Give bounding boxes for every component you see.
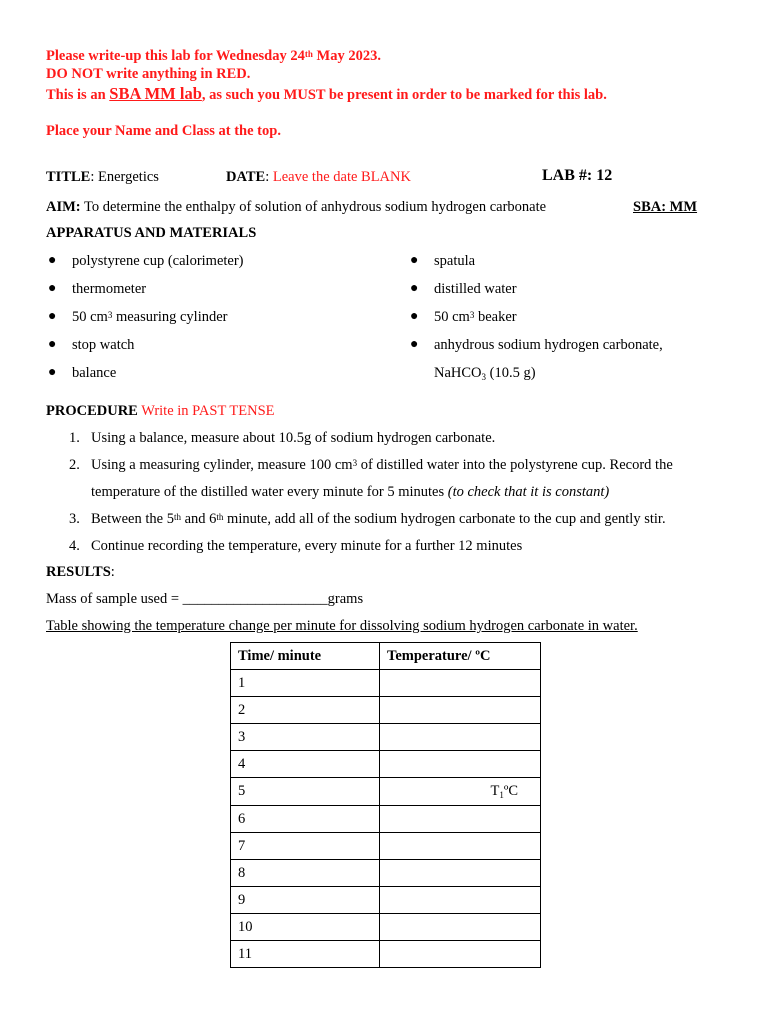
time-cell: 7 bbox=[231, 833, 380, 860]
temperature-cell bbox=[380, 887, 541, 914]
table-row bbox=[231, 778, 541, 806]
mass-blank: ____________________ bbox=[182, 591, 328, 607]
bullet-icon: ● bbox=[48, 337, 57, 352]
time-cell: 6 bbox=[231, 806, 380, 833]
aim-text: To determine the enthalpy of solution of anhydrous sodium hydrogen carbonate bbox=[80, 199, 547, 215]
notice-sba-label: SBA MM lab bbox=[109, 84, 202, 103]
apparatus-item bbox=[48, 308, 228, 326]
formula-mass: (10.5 g) bbox=[486, 365, 536, 381]
step-text-end: of distilled water into the polystyrene cup. Record the bbox=[357, 457, 673, 473]
step-text: temperature of the distilled water every minute for 5 minutes bbox=[91, 484, 448, 500]
apparatus-item-label: distilled water bbox=[434, 281, 517, 297]
table-row bbox=[231, 914, 541, 941]
apparatus-item bbox=[48, 336, 135, 354]
apparatus-item-label: 50 cm bbox=[72, 309, 108, 325]
t1-symbol: T bbox=[490, 783, 500, 799]
date-colon: : bbox=[265, 169, 273, 185]
table-caption: Table showing the temperature change per minute for dissolving sodium hydrogen carbonate in water. bbox=[46, 618, 638, 634]
procedure-note: Write in PAST TENSE bbox=[141, 403, 275, 419]
apparatus-item bbox=[48, 252, 244, 270]
notice-deadline-text: Please write-up this lab for Wednesday 24 bbox=[46, 48, 305, 64]
temperature-cell bbox=[380, 914, 541, 941]
table-row bbox=[231, 751, 541, 778]
temperature-cell bbox=[380, 941, 541, 968]
time-cell: 1 bbox=[231, 670, 380, 697]
apparatus-item-sup: 3 bbox=[107, 310, 113, 320]
bullet-icon: ● bbox=[48, 309, 57, 324]
procedure-step bbox=[69, 510, 666, 528]
date-value: Leave the date BLANK bbox=[272, 169, 411, 185]
mass-label: Mass of sample used = bbox=[46, 591, 183, 607]
procedure-label: PROCEDURE bbox=[46, 403, 138, 419]
bullet-icon: ● bbox=[48, 365, 57, 380]
table-row bbox=[231, 941, 541, 968]
apparatus-item-label-end: beaker bbox=[474, 309, 517, 325]
time-cell: 11 bbox=[231, 941, 380, 968]
results-colon: : bbox=[110, 564, 115, 580]
table-row bbox=[231, 887, 541, 914]
temperature-cell-t1 bbox=[380, 778, 541, 806]
header-temperature: Temperature/ ºC bbox=[380, 643, 541, 670]
apparatus-item-label: anhydrous sodium hydrogen carbonate, bbox=[434, 337, 663, 353]
bullet-icon: ● bbox=[410, 309, 419, 324]
notice-no-red: DO NOT write anything in RED. bbox=[46, 66, 251, 82]
time-cell: 8 bbox=[231, 860, 380, 887]
time-cell: 5 bbox=[231, 778, 380, 806]
time-cell: 3 bbox=[231, 724, 380, 751]
step-number: 4. bbox=[69, 538, 80, 554]
procedure-step bbox=[69, 537, 523, 555]
step-sup: th bbox=[173, 512, 181, 522]
apparatus-item-label: 50 cm bbox=[434, 309, 470, 325]
step-text-end: minute, add all of the sodium hydrogen carbonate to the cup and gently stir. bbox=[223, 511, 666, 527]
time-cell: 2 bbox=[231, 697, 380, 724]
notice-sba-pre: This is an bbox=[46, 87, 110, 103]
header-time: Time/ minute bbox=[231, 643, 380, 670]
apparatus-item bbox=[48, 364, 117, 382]
date-field bbox=[226, 168, 411, 186]
aim-sba-tag: SBA: MM bbox=[633, 199, 698, 215]
temperature-cell bbox=[380, 806, 541, 833]
apparatus-item-label: spatula bbox=[434, 253, 476, 269]
apparatus-item bbox=[48, 280, 147, 298]
table-row bbox=[231, 724, 541, 751]
notice-name-class: Place your Name and Class at the top. bbox=[46, 123, 281, 139]
procedure-step bbox=[69, 429, 496, 447]
bullet-icon: ● bbox=[410, 337, 419, 352]
title-label: TITLE bbox=[46, 169, 91, 185]
table-row bbox=[231, 860, 541, 887]
t1-unit: ºC bbox=[503, 783, 518, 799]
apparatus-item-label: stop watch bbox=[72, 337, 135, 353]
step-text: Using a balance, measure about 10.5g of sodium hydrogen carbonate. bbox=[91, 430, 496, 446]
apparatus-item-label: balance bbox=[72, 365, 117, 381]
procedure-heading bbox=[46, 402, 275, 420]
mass-line bbox=[46, 590, 363, 608]
step-sup: 3 bbox=[352, 458, 358, 468]
time-cell: 4 bbox=[231, 751, 380, 778]
notice-sba-post: , as such you MUST be present in order to be marked for this lab. bbox=[201, 87, 607, 103]
bullet-icon: ● bbox=[48, 253, 57, 268]
notice-deadline bbox=[46, 47, 381, 65]
table-row bbox=[231, 697, 541, 724]
temperature-cell bbox=[380, 833, 541, 860]
mass-unit: grams bbox=[327, 591, 364, 607]
formula-subscript: 3 bbox=[481, 372, 487, 382]
lab-number: LAB #: 12 bbox=[542, 167, 613, 184]
temperature-cell bbox=[380, 860, 541, 887]
temperature-cell bbox=[380, 697, 541, 724]
temperature-cell bbox=[380, 670, 541, 697]
apparatus-item bbox=[410, 336, 663, 354]
notice-sba bbox=[46, 85, 607, 104]
time-cell: 9 bbox=[231, 887, 380, 914]
step-text: Using a measuring cylinder, measure 100 cm bbox=[91, 457, 353, 473]
step-number: 3. bbox=[69, 511, 80, 527]
apparatus-item bbox=[410, 280, 517, 298]
bullet-icon: ● bbox=[410, 253, 419, 268]
step-text: and 6 bbox=[180, 511, 217, 527]
step-sup: th bbox=[216, 512, 224, 522]
time-cell: 10 bbox=[231, 914, 380, 941]
apparatus-item-label-end: measuring cylinder bbox=[112, 309, 228, 325]
apparatus-item-label: thermometer bbox=[72, 281, 147, 297]
step-text: Between the 5 bbox=[91, 511, 174, 527]
apparatus-item-continued bbox=[434, 364, 536, 383]
date-label: DATE bbox=[226, 169, 266, 185]
bullet-icon: ● bbox=[410, 281, 419, 296]
temperature-cell bbox=[380, 724, 541, 751]
apparatus-item bbox=[410, 308, 517, 326]
step-note: (to check that it is constant) bbox=[447, 484, 610, 500]
notice-deadline-end: May 2023. bbox=[312, 48, 381, 64]
table-row bbox=[231, 670, 541, 697]
results-label: RESULTS bbox=[46, 564, 111, 580]
apparatus-item-sup: 3 bbox=[469, 310, 475, 320]
apparatus-heading: APPARATUS AND MATERIALS bbox=[46, 225, 257, 241]
results-table bbox=[230, 642, 541, 968]
formula-text: NaHCO bbox=[434, 365, 482, 381]
notice-deadline-sup: th bbox=[304, 49, 313, 59]
temperature-cell bbox=[380, 751, 541, 778]
step-number: 2. bbox=[69, 457, 80, 473]
step-number: 1. bbox=[69, 430, 80, 446]
results-heading bbox=[46, 563, 115, 581]
aim-label: AIM: bbox=[46, 199, 81, 215]
table-header-row bbox=[231, 643, 541, 670]
title-field bbox=[46, 168, 159, 186]
procedure-step bbox=[69, 456, 673, 474]
apparatus-item-label: polystyrene cup (calorimeter) bbox=[72, 253, 244, 269]
bullet-icon: ● bbox=[48, 281, 57, 296]
procedure-step-continued bbox=[91, 483, 609, 501]
t1-subscript: 1 bbox=[499, 790, 504, 800]
step-text: Continue recording the temperature, every minute for a further 12 minutes bbox=[91, 538, 523, 554]
title-value: : Energetics bbox=[90, 169, 159, 185]
apparatus-item bbox=[410, 252, 476, 270]
aim bbox=[46, 198, 546, 216]
table-row bbox=[231, 806, 541, 833]
table-row bbox=[231, 833, 541, 860]
